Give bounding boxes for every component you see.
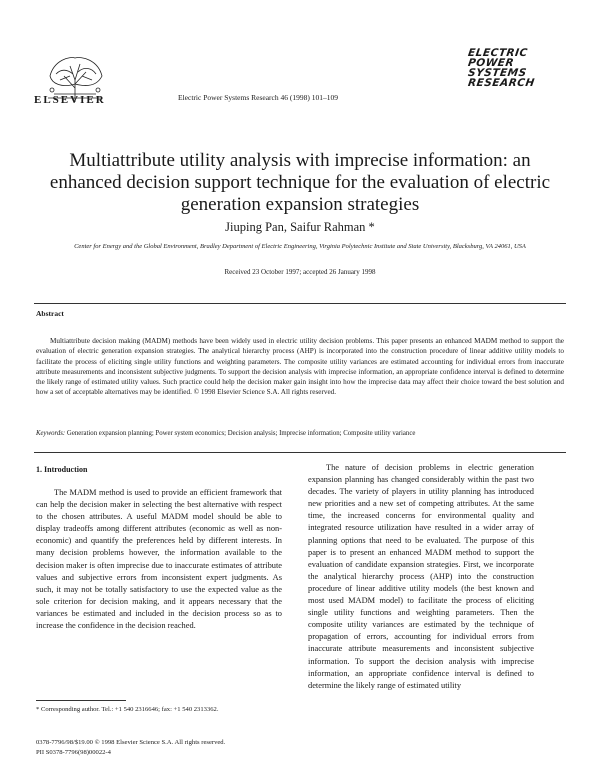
abstract-heading: Abstract [36,309,64,318]
article-title: Multiattribute utility analysis with imprecise information: an enhanced decision support technique for the evaluation of electric generation expansion strategies [49,150,551,215]
journal-logo-line: RESEARCH [467,77,536,89]
journal-logo [468,48,536,88]
body-text-right-column: The nature of decision problems in electric generation expansion planning has changed considerably within the past two decades. The variety of players in utility planning has introduced new priorities and a new set of competing attributes. At the same time, the increased concerns for environmental quality and integrated resource utilization have resulted in a wider array of planning options that need to be evaluated. The purpose of this paper is to present an enhanced MADM method to support the evaluation of candidate expansion strategies. First, we incorporate the analytical hierarchy process (AHP) into the construction procedure of linear additive utility models (the best known and most used MADM model) to facilitate the process of eliciting single utility functions and weighting parameters. Then the composite utility variances are estimated by the technique of propagation of errors, accounting for individual errors from inaccurate attribute measurements and inconsistent subjective information. To support the decision analysis with imprecise information, an appropriate confidence interval is defined to determine the likely range of estimated utility [308,463,534,690]
divider [34,452,566,453]
keywords-label: Keywords: [36,430,66,437]
article-authors: Jiuping Pan, Saifur Rahman * [225,220,375,234]
abstract-text: Multiattribute decision making (MADM) methods have been widely used in electric utility decision problems. This paper presents an enhanced MADM method to support the evaluation of electric generation expansion strategies. The analytical hierarchy process (AHP) is incorporated into the construction procedure of linear additive utility models to facilitate the process of eliciting single utility functions and weighting parameters. The composite utility variances are estimated accounting for individual errors from inaccurate attribute measurements and inconsistent subjective judgments. To support the decision analysis with imprecise information, an appropriate confidence interval is defined to determine the likely range of estimated utility values. Such practice could help the decision maker gain insight into how the imprecise data may affect their choice toward the best solution and how a set of acceptable alternatives may be identified. © 1998 Elsevier Science S.A. All rights reserved. [36,337,564,397]
keywords-list: Generation expansion planning; Power system economics; Decision analysis; Imprecise information; Composite utility variance [66,430,416,437]
body-text-left-column: The MADM method is used to provide an efficient framework that can help the decision maker in selecting the best alternative with respect to the chosen attributes. A useful MADM model should be able to display tradeoffs among different attributes (economic as well as non-economic) and quantify the preferences held by different interests. In many decision problems however, the information available to the decision maker is often imprecise due to inaccurate estimates of attribute values and subjective errors from inconsistent expert judgments. As such, it may not be totally satisfactory to use the expected value as the sole criterion for decision making, and it appears necessary that the variances be estimated and included in the decision process so as to increase the confidence in the decision reached. [36,488,282,631]
keywords [36,430,564,437]
journal-logo-line: POWER [467,57,515,69]
copyright-line: 0378-7796/98/$19.00 © 1998 Elsevier Science S.A. All rights reserved. [36,739,226,746]
copyright-block [36,738,225,758]
footnote-divider [36,700,126,701]
journal-logo-line: ELECTRIC [467,47,529,59]
publisher-name: ELSEVIER [34,94,106,106]
section-heading: 1. Introduction [36,465,88,474]
journal-logo-line: SYSTEMS [467,67,528,79]
pii-line: PII S0378-7796(98)00022-4 [36,749,111,756]
divider [34,303,566,304]
author-affiliation: Center for Energy and the Global Environment, Bradley Department of Electric Engineering, Virginia Polytechnic Institute and State University, Blacksburg, VA 24061, USA [74,243,526,250]
footnote: * Corresponding author. Tel.: +1 540 2316646; fax: +1 540 2313362. [36,706,219,713]
journal-citation: Electric Power Systems Research 46 (1998) 101–109 [178,93,338,102]
received-dates: Received 23 October 1997; accepted 26 January 1998 [224,268,376,276]
